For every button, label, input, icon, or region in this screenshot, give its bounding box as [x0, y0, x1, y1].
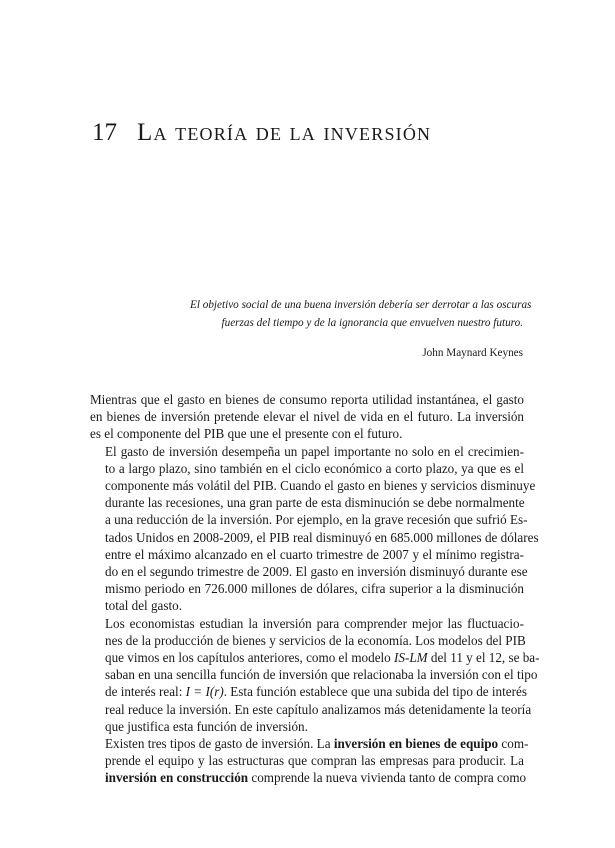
text-line	[90, 649, 540, 666]
text-segment: de interés real:	[105, 684, 186, 700]
epigraph-line: fuerzas del tiempo y de la ignorancia que envuelven nuestro futuro.	[221, 317, 523, 329]
text-line: saban en una sencilla función de inversión que relacionaba la inversión con el tipo	[105, 667, 538, 683]
paragraph-3	[90, 615, 540, 735]
text-segment: del 11 y el 12, se ba-	[427, 650, 540, 666]
chapter-heading	[92, 116, 552, 150]
chapter-title: La teoría de la inversión	[137, 119, 432, 146]
paragraph-4	[90, 735, 529, 787]
text-line	[90, 769, 527, 786]
text-line: en bienes de inversión pretende elevar el nivel de vida en el futuro. La inversión	[90, 409, 524, 425]
text-line: a una reducción de la inversión. Por ejemplo, en la grave recesión que sufrió Es-	[105, 512, 528, 528]
text-line: do en el segundo trimestre de 2009. El gasto en inversión disminuyó durante ese	[105, 564, 528, 580]
body-text	[90, 391, 540, 787]
chapter-number: 17	[92, 119, 117, 146]
text-line: Los economistas estudian la inversión para comprender mejor las fluctuacio-	[105, 615, 524, 631]
text-line: durante las recesiones, una gran parte de esta disminución se debe normalmente	[105, 495, 525, 511]
text-line	[90, 735, 529, 752]
text-line	[90, 683, 527, 700]
text-line: nes de la producción de bienes y servicios de la economía. Los modelos del PIB	[105, 632, 526, 648]
text-line: mismo periodo en 726.000 millones de dólares, cifra superior a la disminución	[105, 581, 524, 597]
text-line: El gasto de inversión desempeña un papel importante no solo en el crecimien-	[105, 443, 524, 459]
text-line: entre el máximo alcanzado en el cuarto trimestre de 2007 y el mínimo registra-	[105, 546, 524, 562]
text-line: componente más volátil del PIB. Cuando el gasto en bienes y servicios disminuye	[105, 478, 536, 494]
text-segment: Existen tres tipos de gasto de inversión. La	[105, 736, 334, 752]
investment-function-formula: I = I(r)	[185, 684, 224, 700]
text-line: prende el equipo y las estructuras que compran las empresas para producir. La	[105, 753, 524, 769]
epigraph-author: John Maynard Keynes	[422, 347, 523, 359]
epigraph-line: El objetivo social de una buena inversión debería ser derrotar a las oscuras	[190, 299, 532, 311]
key-term: inversión en construcción	[105, 770, 249, 786]
paragraph-2	[90, 443, 539, 615]
epigraph	[190, 296, 532, 332]
text-line: Mientras que el gasto en bienes de consumo reporta utilidad instantánea, el gasto	[90, 392, 524, 407]
text-line: to a largo plazo, sino también en el ciclo económico a corto plazo, ya que es el	[105, 460, 524, 476]
text-line: total del gasto.	[105, 598, 183, 614]
text-line: es el componente del PIB que une el presente con el futuro.	[90, 426, 403, 442]
key-term: inversión en bienes de equipo	[333, 736, 499, 752]
text-segment: que vimos en los capítulos anteriores, como el modelo	[105, 650, 395, 666]
text-line: tados Unidos en 2008-2009, el PIB real disminuyó en 685.000 millones de dólares	[105, 529, 539, 545]
text-segment: com-	[498, 736, 529, 752]
paragraph-1	[90, 391, 524, 443]
text-line: que justifica esta función de inversión.	[105, 718, 308, 734]
text-line: real reduce la inversión. En este capítulo analizamos más detenidamente la teoría	[105, 701, 532, 717]
model-name: IS-LM	[394, 650, 428, 666]
text-segment: comprende la nueva vivienda tanto de compra como	[248, 770, 527, 786]
text-segment: . Esta función establece que una subida del tipo de interés	[223, 684, 527, 700]
